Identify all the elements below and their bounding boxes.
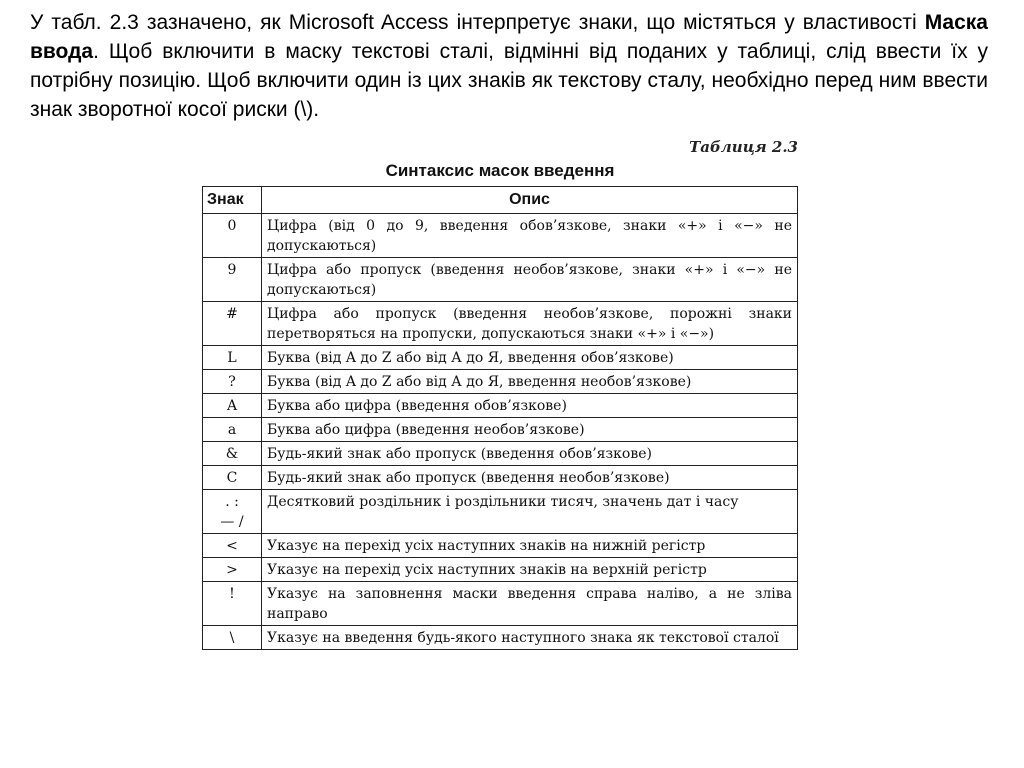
row-symbol: L	[203, 346, 262, 370]
mask-syntax-table	[202, 186, 798, 650]
intro-bold-term: Маска ввода	[30, 11, 988, 63]
row-symbol: A	[203, 394, 262, 418]
row-symbol: \	[203, 626, 262, 650]
row-symbol: 0	[203, 214, 262, 258]
table-row	[203, 302, 798, 346]
table-row	[203, 534, 798, 558]
row-description: Цифра або пропуск (введення необов’язкове, знаки «+» і «−» не допускаються)	[262, 258, 798, 302]
table-row	[203, 490, 798, 534]
table-row	[203, 370, 798, 394]
row-symbol: #	[203, 302, 262, 346]
row-symbol: C	[203, 466, 262, 490]
intro-paragraph	[30, 8, 988, 124]
table-row	[203, 258, 798, 302]
row-symbol: &	[203, 442, 262, 466]
row-description: Десятковий роздільник і роздільники тисяч, значень дат і часу	[262, 490, 798, 534]
row-symbol: . : — /	[203, 490, 262, 534]
table-caption: Таблиця 2.3	[689, 138, 798, 156]
row-description: Цифра або пропуск (введення необов’язкове, порожні знаки перетворяться на пропуски, допускаються знаки «+» і «−»)	[262, 302, 798, 346]
row-description: Указує на перехід усіх наступних знаків на верхній регістр	[262, 558, 798, 582]
table-header-row	[203, 187, 798, 214]
table-row	[203, 626, 798, 650]
table-row	[203, 442, 798, 466]
table-row	[203, 466, 798, 490]
table-row	[203, 346, 798, 370]
table-row	[203, 558, 798, 582]
table-row	[203, 214, 798, 258]
row-symbol: >	[203, 558, 262, 582]
header-symbol: Знак	[203, 187, 262, 214]
row-description: Будь-який знак або пропуск (введення обов’язкове)	[262, 442, 798, 466]
table-row	[203, 418, 798, 442]
intro-text-part2: . Щоб включити в маску текстові сталі, відмінні від поданих у таблиці, слід ввести їх у потрібну позицію. Щоб включити один із цих знаків як текстову сталу, необхідно перед ним ввести знак зворотної косої риски (\).	[30, 40, 988, 121]
row-description: Буква або цифра (введення необов’язкове)	[262, 418, 798, 442]
row-description: Буква (від A до Z або від А до Я, введення обов’язкове)	[262, 346, 798, 370]
row-symbol: 9	[203, 258, 262, 302]
header-description: Опис	[262, 187, 798, 214]
table-title: Синтаксис масок введення	[385, 161, 615, 180]
row-description: Указує на перехід усіх наступних знаків на нижній регістр	[262, 534, 798, 558]
row-symbol: ?	[203, 370, 262, 394]
row-description: Указує на заповнення маски введення справа наліво, а не зліва направо	[262, 582, 798, 626]
row-description: Будь-який знак або пропуск (введення необов’язкове)	[262, 466, 798, 490]
row-description: Буква або цифра (введення обов’язкове)	[262, 394, 798, 418]
row-symbol: a	[203, 418, 262, 442]
row-description: Буква (від A до Z або від А до Я, введення необов’язкове)	[262, 370, 798, 394]
row-symbol: <	[203, 534, 262, 558]
row-description: Указує на введення будь-якого наступного знака як текстової сталої	[262, 626, 798, 650]
intro-text-part1: У табл. 2.3 зазначено, як Microsoft Access інтерпретує знаки, що містяться у властивості	[30, 11, 925, 34]
table-row	[203, 582, 798, 626]
row-symbol: !	[203, 582, 262, 626]
row-description: Цифра (від 0 до 9, введення обов’язкове, знаки «+» і «−» не допускаються)	[262, 214, 798, 258]
table-row	[203, 394, 798, 418]
